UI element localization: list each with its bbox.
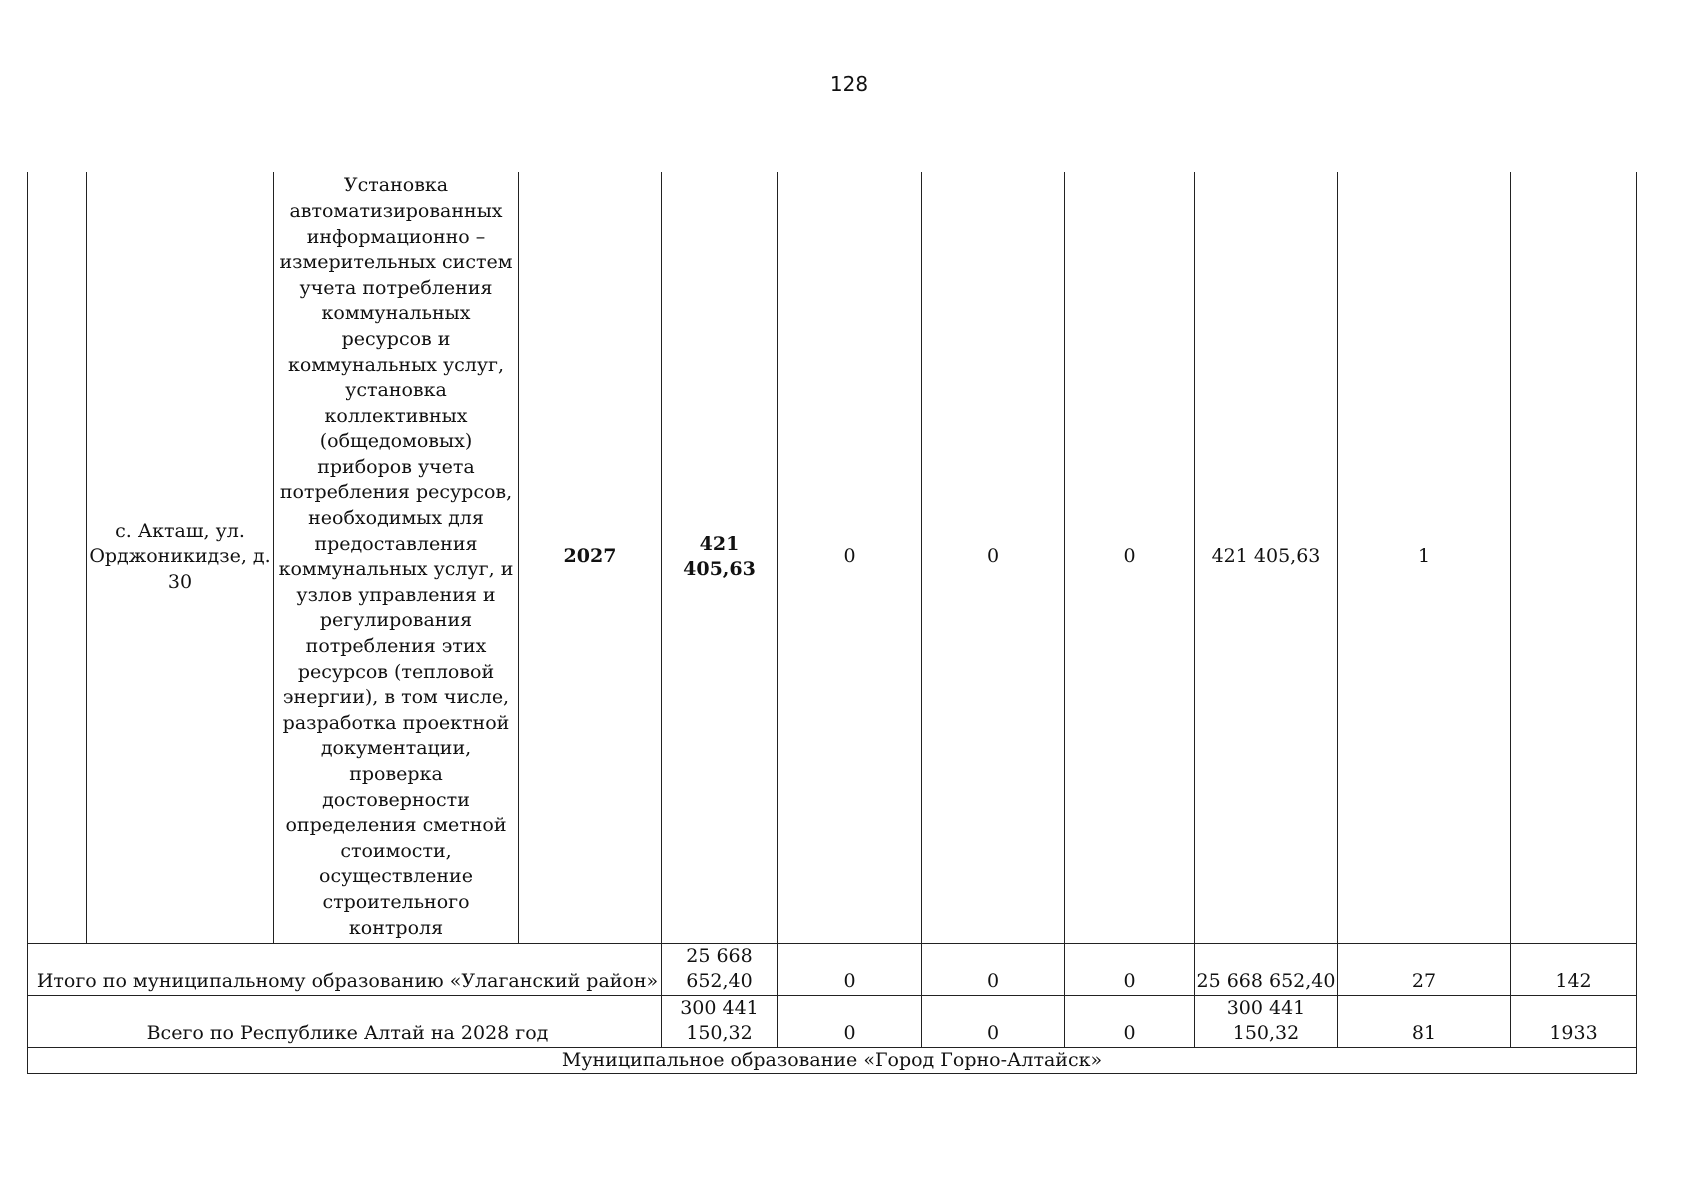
section-header: Муниципальное образование «Город Горно-Алтайск»: [28, 1047, 1637, 1074]
page-number: 128: [829, 72, 869, 96]
value-cell-f: [1511, 172, 1637, 943]
grand-total-value-f: 1933: [1511, 995, 1637, 1047]
grand-total-total-cost: 300 441 150,32: [662, 995, 778, 1047]
subtotal-label: Итого по муниципальному образованию «Улаганский район»: [28, 943, 662, 995]
year-cell: 2027: [519, 172, 662, 943]
grand-total-row: [28, 995, 1637, 1047]
grand-total-value-a: 0: [778, 995, 922, 1047]
row-number-cell: [28, 172, 87, 943]
subtotal-row: [28, 943, 1637, 995]
grand-total-value-e: 81: [1338, 995, 1511, 1047]
value-cell-c: 0: [1065, 172, 1195, 943]
section-header-row: [28, 1047, 1637, 1074]
subtotal-value-e: 27: [1338, 943, 1511, 995]
table-row: [28, 172, 1637, 943]
subtotal-value-c: 0: [1065, 943, 1195, 995]
value-cell-d: 421 405,63: [1195, 172, 1338, 943]
subtotal-value-d: 25 668 652,40: [1195, 943, 1338, 995]
grand-total-value-b: 0: [922, 995, 1065, 1047]
data-table: [27, 172, 1637, 1074]
value-cell-e: 1: [1338, 172, 1511, 943]
value-cell-a: 0: [778, 172, 922, 943]
subtotal-value-f: 142: [1511, 943, 1637, 995]
grand-total-value-d: 300 441 150,32: [1195, 995, 1338, 1047]
grand-total-value-c: 0: [1065, 995, 1195, 1047]
total-cost-cell: 421 405,63: [662, 172, 778, 943]
subtotal-value-b: 0: [922, 943, 1065, 995]
address-cell: с. Акташ, ул. Орджоникидзе, д. 30: [87, 172, 274, 943]
grand-total-label: Всего по Республике Алтай на 2028 год: [28, 995, 662, 1047]
work-type-cell: Установка автоматизированных информационно – измерительных систем учета потребления коммунальных ресурсов и коммунальных услуг, установка коллективных (общедомовых) приборов учета потребления ресурсов, необходимых для предоставления коммунальных услуг, и узлов управления и регулирования потребления этих ресурсов (тепловой энергии), в том числе, разработка проектной документации, проверка достоверности определения сметной стоимости, осуществление строительного контроля: [274, 172, 519, 943]
subtotal-value-a: 0: [778, 943, 922, 995]
subtotal-total-cost: 25 668 652,40: [662, 943, 778, 995]
value-cell-b: 0: [922, 172, 1065, 943]
